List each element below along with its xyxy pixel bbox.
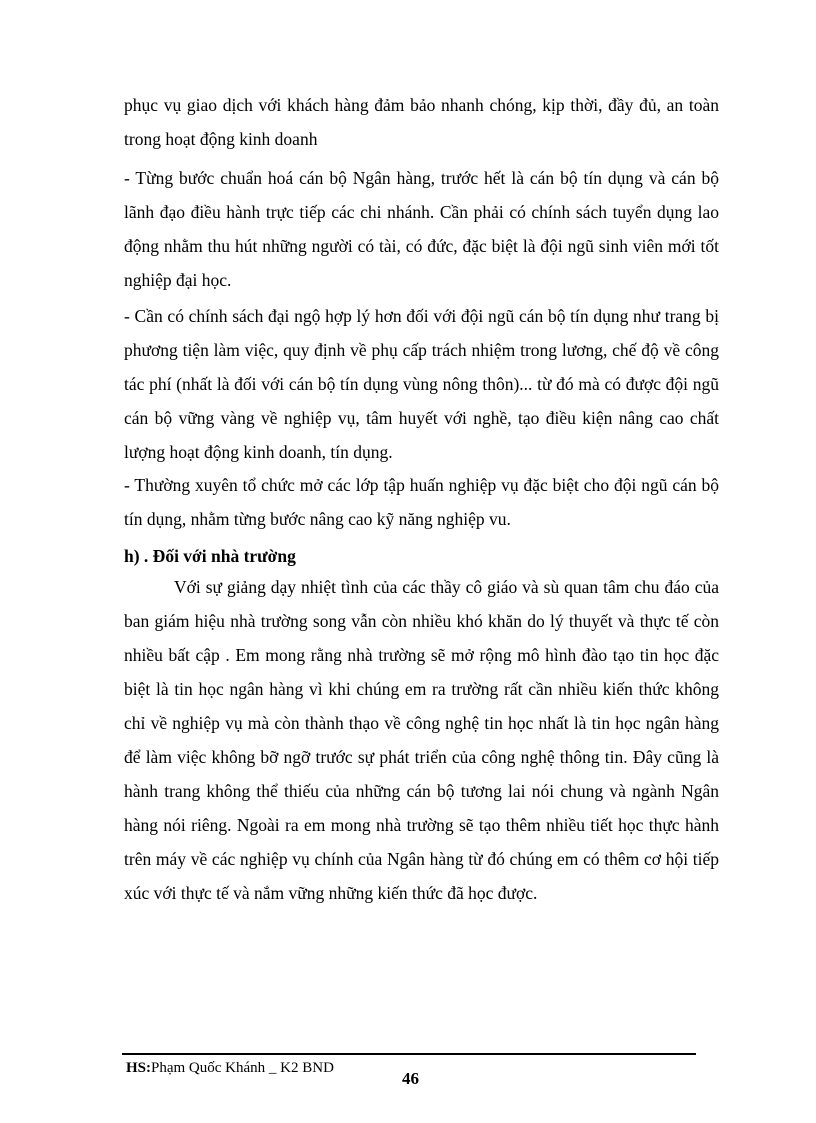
- footer-author: [126, 1058, 334, 1078]
- body-paragraph-4: - Thường xuyên tổ chức mở các lớp tập huấn nghiệp vụ đặc biệt cho đội ngũ cán bộ tín dụng, nhằm từng bước nâng cao kỹ năng nghiệp vu.: [124, 475, 719, 529]
- section-heading: h) . Đối với nhà trường: [124, 546, 296, 566]
- body-paragraph-1: phục vụ giao dịch với khách hàng đảm bảo nhanh chóng, kịp thời, đầy đủ, an toàn trong hoạt động kinh doanh: [124, 95, 719, 149]
- footer-author-prefix: HS:: [126, 1060, 152, 1076]
- footer-divider: [122, 1053, 696, 1055]
- body-paragraph-2: - Từng bước chuẩn hoá cán bộ Ngân hàng, trước hết là cán bộ tín dụng và cán bộ lãnh đạo điều hành trực tiếp các chi nhánh. Cần phải có chính sách tuyển dụng lao động nhằm thu hút những người có tài, có đức, đặc biệt là đội ngũ sinh viên mới tốt nghiệp đại học.: [124, 168, 719, 290]
- footer-author-name: Phạm Quốc Khánh _ K2 BND: [151, 1060, 334, 1076]
- body-paragraph-5: Với sự giảng dạy nhiệt tình của các thầy cô giáo và sù quan tâm chu đáo của ban giám hiệu nhà trường song vẫn còn nhiều khó khăn do lý thuyết và thực tế còn nhiều bất cập . Em mong rằng nhà trường sẽ mở rộng mô hình đào tạo tin học đặc biệt là tin học ngân hàng vì khi chúng em ra trường rất cần nhiều kiến thức không chỉ về nghiệp vụ mà còn thành thạo về công nghệ tin học nhất là tin học ngân hàng để làm việc không bỡ ngỡ trước sự phát triển của công nghệ thông tin. Đây cũng là hành trang không thể thiếu của những cán bộ tương lai nói chung và ngành Ngân hàng nói riêng. Ngoài ra em mong nhà trường sẽ tạo thêm nhiều tiết học thực hành trên máy về các nghiệp vụ chính của Ngân hàng từ đó chúng em có thêm cơ hội tiếp xúc với thực tế và nắm vững những kiến thức đã học được.: [124, 577, 719, 903]
- body-paragraph-3: - Cần có chính sách đại ngộ hợp lý hơn đối với đội ngũ cán bộ tín dụng như trang bị phương tiện làm việc, quy định về phụ cấp trách nhiệm trong lương, chế độ về công tác phí (nhất là đối với cán bộ tín dụng vùng nông thôn)... từ đó mà có được đội ngũ cán bộ vững vàng về nghiệp vụ, tâm huyết với nghề, tạo điều kiện nâng cao chất lượng hoạt động kinh doanh, tín dụng.: [124, 306, 719, 462]
- page-number: 46: [402, 1069, 419, 1088]
